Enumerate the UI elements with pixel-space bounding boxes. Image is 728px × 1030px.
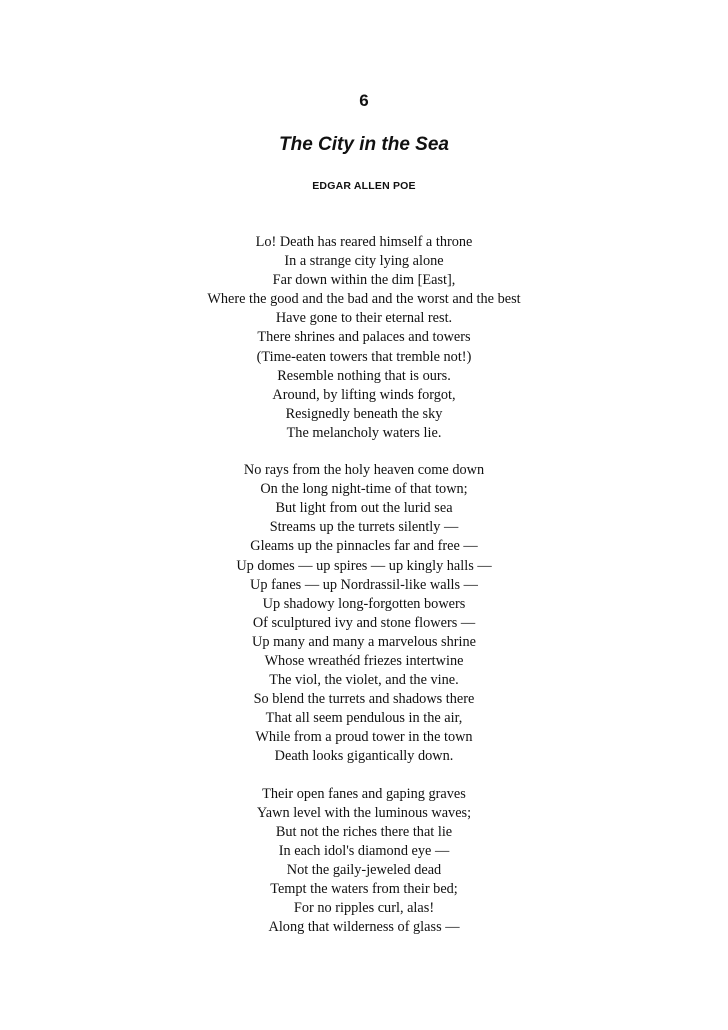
poem-line: On the long night-time of that town; (260, 481, 468, 498)
poem-line: While from a proud tower in the town (255, 729, 473, 746)
poem-body (0, 233, 728, 937)
poem-line: Up fanes — up Nordrassil-like walls — (250, 576, 478, 593)
poem-line: Their open fanes and gaping graves (262, 785, 466, 802)
poem-line: Where the good and the bad and the worst and the best (207, 291, 521, 308)
poem-line: Gleams up the pinnacles far and free — (250, 538, 478, 555)
poem-line: Resignedly beneath the sky (285, 405, 443, 422)
poem-line: But light from out the lurid sea (275, 500, 453, 517)
stanza-2 (0, 461, 728, 767)
poem-line: Tempt the waters from their bed; (270, 881, 458, 897)
poem-line: Up shadowy long-forgotten bowers (262, 595, 466, 612)
poem-line: Up many and many a marvelous shrine (252, 633, 476, 650)
poem-line: In each idol's diamond eye — (278, 842, 450, 859)
poem-line: No rays from the holy heaven come down (243, 462, 485, 479)
poem-line: There shrines and palaces and towers (257, 329, 471, 346)
poem-line: Resemble nothing that is ours. (277, 367, 451, 384)
poem-line: In a strange city lying alone (284, 253, 444, 270)
chapter-number: 6 (359, 91, 369, 110)
poem-line: Not the gaily-jeweled dead (286, 861, 442, 878)
stanza-1 (0, 233, 728, 443)
poem-title: The City in the Sea (279, 134, 449, 155)
poem-line: The viol, the violet, and the vine. (269, 672, 459, 689)
poem-line: Around, by lifting winds forgot, (272, 386, 456, 403)
poem-line: Yawn level with the luminous waves; (256, 804, 472, 821)
poem-author: EDGAR ALLEN POE (312, 180, 416, 192)
poem-line: Far down within the dim [East], (272, 272, 456, 289)
poem-line: Death looks gigantically down. (274, 748, 454, 765)
poem-line: Along that wilderness of glass — (268, 919, 460, 936)
stanza-3 (0, 785, 728, 938)
poem-line: For no ripples curl, alas! (293, 900, 435, 917)
poem-line: That all seem pendulous in the air, (265, 710, 463, 727)
poem-line: Up domes — up spires — up kingly halls — (236, 557, 492, 574)
poem-line: So blend the turrets and shadows there (253, 691, 475, 708)
poem-line: Lo! Death has reared himself a throne (255, 234, 473, 250)
poem-line: (Time-eaten towers that tremble not!) (256, 348, 472, 365)
poem-line: But not the riches there that lie (275, 823, 453, 840)
poem-line: The melancholy waters lie. (286, 424, 442, 441)
poem-line: Have gone to their eternal rest. (275, 310, 453, 327)
poem-line: Of sculptured ivy and stone flowers — (252, 614, 476, 631)
poem-line: Streams up the turrets silently — (269, 519, 459, 536)
poem-line: Whose wreathéd friezes intertwine (264, 652, 464, 669)
